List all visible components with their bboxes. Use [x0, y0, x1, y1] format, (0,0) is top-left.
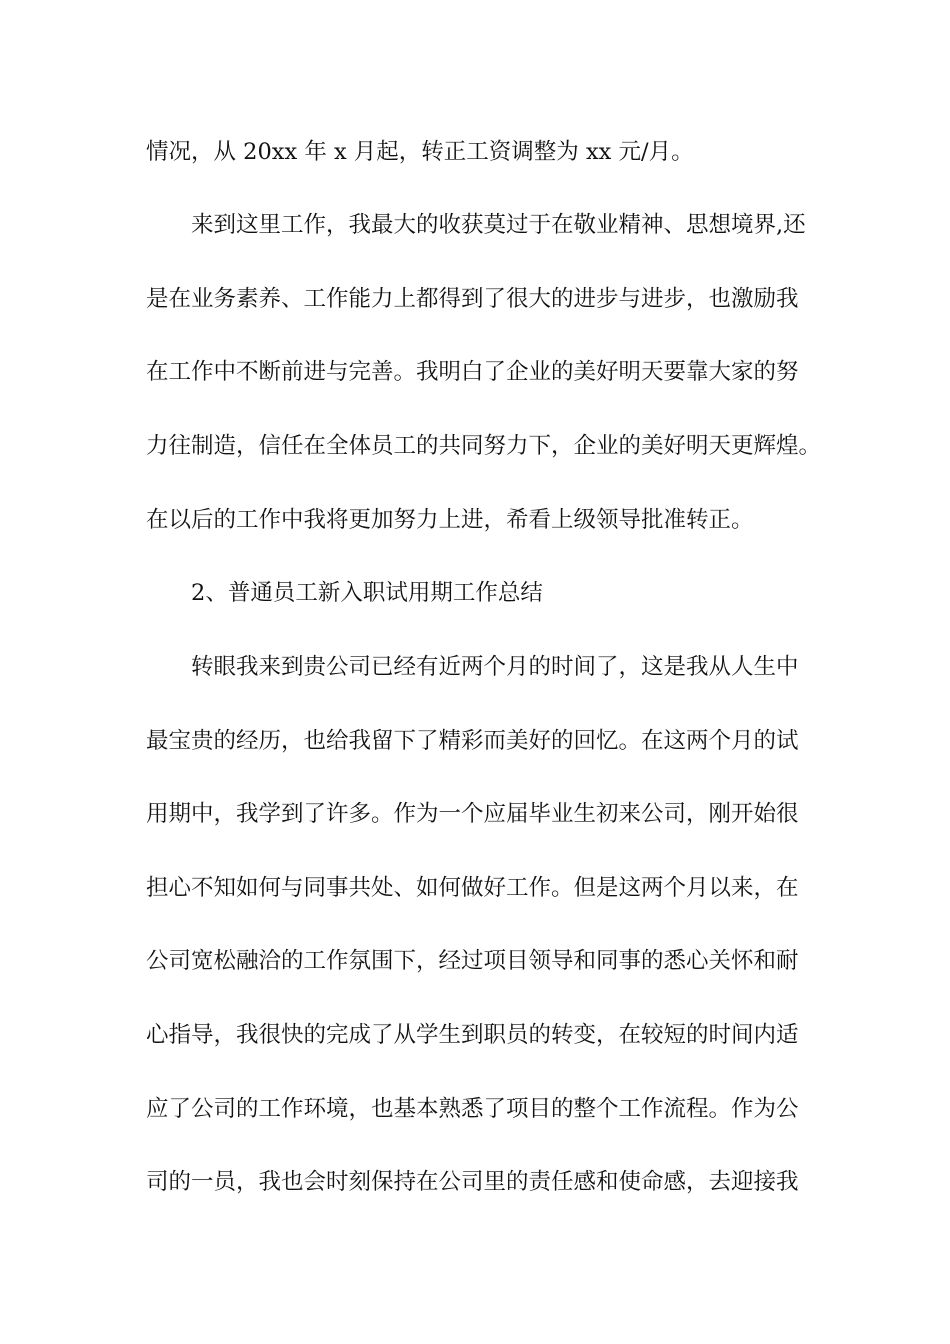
- text-line-10: 担心不知如何与同事共处、如何做好工作。但是这两个月以来，在: [146, 875, 799, 901]
- text-line-11: 公司宽松融洽的工作氛围下，经过项目领导和同事的悉心关怀和耐: [146, 948, 799, 974]
- text-line-9: 用期中，我学到了许多。作为一个应届毕业生初来公司，刚开始很: [146, 801, 799, 827]
- text-line-8: 最宝贵的经历，也给我留下了精彩而美好的回忆。在这两个月的试: [146, 728, 799, 754]
- text-line-1: 情况，从 20xx 年 x 月起，转正工资调整为 xx 元/月。: [146, 139, 694, 165]
- text-line-7: 转眼我来到贵公司已经有近两个月的时间了，这是我从人生中: [191, 654, 799, 680]
- section-heading: 2、普通员工新入职试用期工作总结: [191, 580, 543, 606]
- text-line-5: 力往制造，信任在全体员工的共同努力下，企业的美好明天更辉煌。: [146, 433, 822, 459]
- text-line-2: 来到这里工作，我最大的收获莫过于在敬业精神、思想境界,还: [191, 212, 806, 238]
- text-line-6: 在以后的工作中我将更加努力上进，希看上级领导批准转正。: [146, 507, 754, 533]
- text-line-3: 是在业务素养、工作能力上都得到了很大的进步与进步，也激励我: [146, 286, 799, 312]
- text-line-12: 心指导，我很快的完成了从学生到职员的转变，在较短的时间内适: [146, 1022, 799, 1048]
- text-line-4: 在工作中不断前进与完善。我明白了企业的美好明天要靠大家的努: [146, 359, 799, 385]
- text-line-13: 应了公司的工作环境，也基本熟悉了项目的整个工作流程。作为公: [146, 1096, 799, 1122]
- text-line-14: 司的一员，我也会时刻保持在公司里的责任感和使命感，去迎接我: [146, 1169, 799, 1195]
